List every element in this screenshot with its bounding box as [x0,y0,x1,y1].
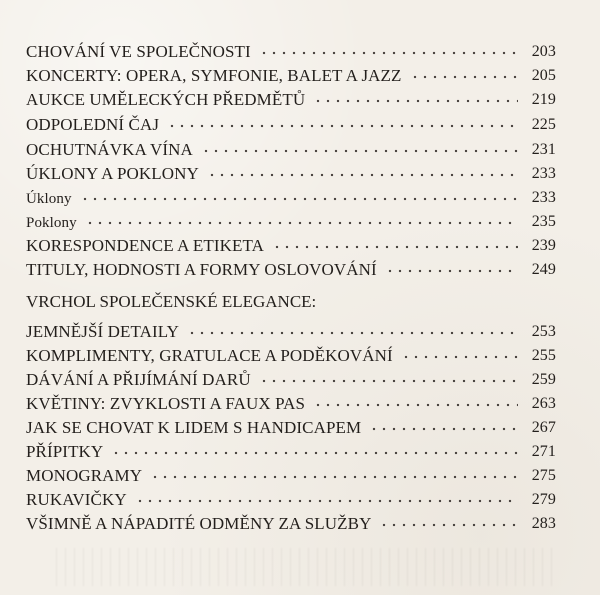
toc-entry-page: 239 [531,237,556,254]
toc-entry-page: 259 [531,371,556,388]
toc-entry-page: 233 [531,165,556,182]
toc-entry-title: JAK SE CHOVAT K LIDEM S HANDICAPEM [26,418,362,437]
toc-entry-title: KVĚTINY: ZVYKLOSTI A FAUX PAS [26,394,306,413]
toc-entry-page: 275 [531,467,556,484]
dot-leader [379,519,518,531]
toc-entry-page: 279 [531,491,556,508]
toc-entry [26,232,556,256]
dot-leader [369,423,518,435]
toc-entry-page: 271 [531,443,556,460]
dot-leader [167,120,518,132]
toc-entry-page: 253 [531,323,556,340]
toc-entry [26,318,556,342]
toc-entry-page: 225 [531,116,556,133]
toc-entry-page: 255 [531,347,556,364]
toc-entry-title: KONCERTY: OPERA, SYMFONIE, BALET A JAZZ [26,66,402,85]
toc-entry-title: TITULY, HODNOSTI A FORMY OSLOVOVÁNÍ [26,260,377,279]
dot-leader [313,95,518,107]
toc-entry-page: 249 [531,261,556,278]
dot-leader [207,169,518,181]
toc-entry-title: ÚKLONY A POKLONY [26,164,199,183]
toc-entry-title: OCHUTNÁVKA VÍNA [26,140,193,159]
toc-entry-title: PŘÍPITKY [26,442,104,461]
dot-leader [313,399,518,411]
toc-entry [26,86,556,110]
dot-leader [385,265,518,277]
dot-leader [410,71,518,83]
toc-entry-title: RUKAVIČKY [26,490,127,509]
dot-leader [150,471,518,483]
dot-leader [135,495,518,507]
toc-entry [26,208,556,232]
toc-entry-title: Úklony [26,191,72,207]
toc-entry-title: DÁVÁNÍ A PŘIJÍMÁNÍ DARŮ [26,370,251,389]
toc-entry [26,38,556,62]
toc-entry [26,136,556,160]
dot-leader [111,447,518,459]
toc-entry-page: 219 [531,91,556,108]
toc-entry [26,62,556,86]
toc-entry [26,111,556,135]
toc-entry-page: 233 [531,189,556,206]
toc-entry-page: 231 [531,141,556,158]
toc-entry [26,414,556,438]
toc-entry [26,366,556,390]
toc-entry [26,342,556,366]
dot-leader [85,217,518,229]
toc-entry-title: CHOVÁNÍ VE SPOLEČNOSTI [26,42,251,61]
toc-entry-page: 267 [531,419,556,436]
dot-leader [272,241,518,253]
toc-entry-title: KOMPLIMENTY, GRATULACE A PODĚKOVÁNÍ [26,346,393,365]
toc-entry [26,462,556,486]
toc-entry [26,160,556,184]
page-bleed-texture [48,548,558,586]
toc-entry-title: KORESPONDENCE A ETIKETA [26,236,264,255]
toc-entry-title: AUKCE UMĚLECKÝCH PŘEDMĚTŮ [26,90,306,109]
toc-entry-page: 203 [531,43,556,60]
toc-entry [26,390,556,414]
toc-entry-page: 205 [531,67,556,84]
section-title: VRCHOL SPOLEČENSKÉ ELEGANCE: [26,292,317,311]
toc-entry [26,510,556,534]
toc-entry-title: MONOGRAMY [26,466,143,485]
dot-leader [80,193,518,205]
toc-entry [26,256,556,280]
toc-entry-page: 235 [531,213,556,230]
toc-entry-page: 263 [531,395,556,412]
toc-entry-title: Poklony [26,215,77,231]
toc-entry [26,486,556,510]
dot-leader [259,47,518,59]
dot-leader [401,351,518,363]
dot-leader [201,145,518,157]
toc-entry [26,184,556,208]
dot-leader [259,375,518,387]
toc-entry-title: VŠIMNĚ A NÁPADITÉ ODMĚNY ZA SLUŽBY [26,514,372,533]
toc-entry [26,438,556,462]
toc-entry-title: ODPOLEDNÍ ČAJ [26,115,160,134]
dot-leader [187,327,518,339]
toc-entry-page: 283 [531,515,556,532]
toc-entry-title: JEMNĚJŠÍ DETAILY [26,322,179,341]
